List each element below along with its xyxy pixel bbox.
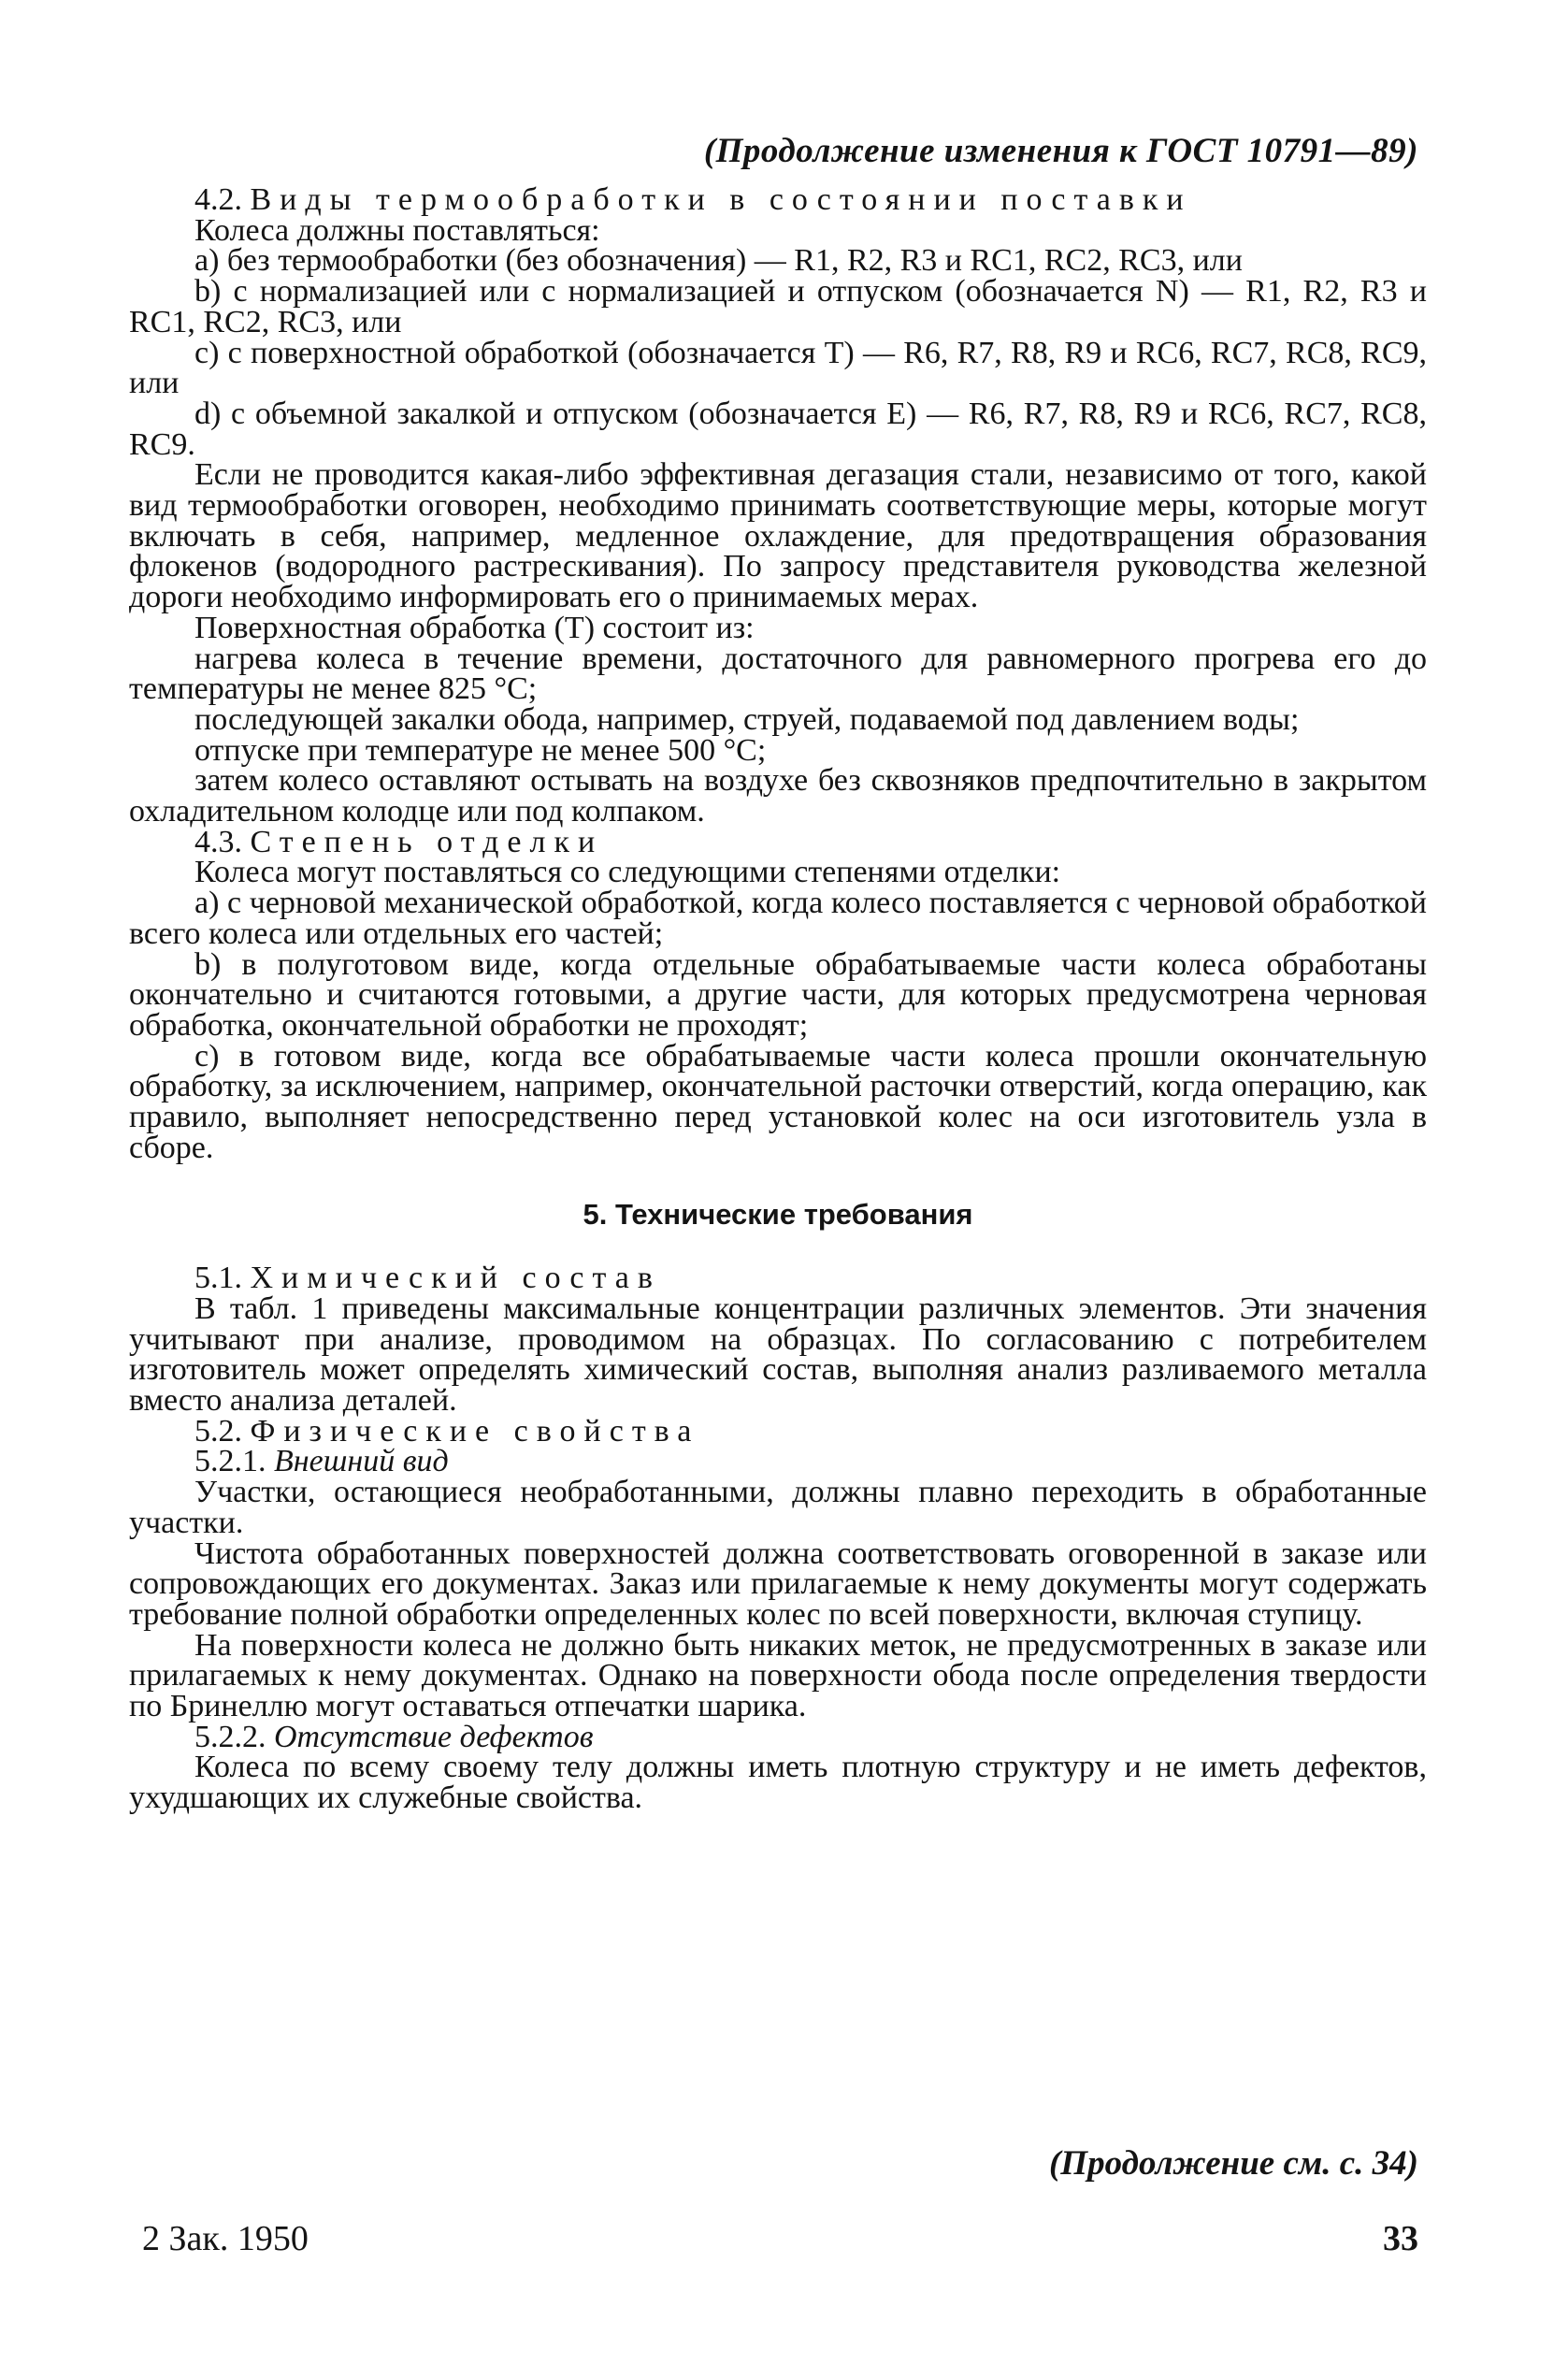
clause-title: Отсутствие дефектов [274, 1719, 594, 1754]
paragraph: Участки, остающиеся необработанными, должны плавно переходить в обработанные участки. [129, 1475, 1427, 1540]
clause-title: Внешний вид [274, 1444, 449, 1479]
paragraph: На поверхности колеса не должно быть никаких меток, не предусмотренных в заказе или прилагаемых к нему документах. Однако на поверхности обода после определения твердости по Бринеллю могут оставаться отпечатки шарика. [129, 1627, 1427, 1724]
section-title: 5. Технические требования [583, 1197, 973, 1231]
clause-title: Физические свойства [250, 1413, 700, 1449]
list-item-b: b) с нормализацией или с нормализацией и отпуском (обозначается N) — R1, R2, R3 и RC1, RC2, RC3, или [129, 274, 1427, 339]
paragraph: нагрева колеса в течение времени, достаточного для равномерного прогрева его до температуры не менее 825 °С; [129, 641, 1427, 707]
paragraph: Колеса должны поставляться: [194, 212, 600, 248]
clause-number: 5.1. [194, 1261, 242, 1296]
subsection-heading-5-2 [129, 1413, 1427, 1449]
order-number: 2 Зак. 1950 [142, 2219, 309, 2258]
paragraph: Поверхностная обработка (Т) состоит из: [194, 610, 755, 645]
clause-number: 5.2.1. [194, 1444, 266, 1479]
paragraph: затем колесо оставляют остывать на воздухе без сквозняков предпочтительно в закрытом охладительном колодце или под колпаком. [129, 763, 1427, 829]
paragraph: Колеса могут поставляться со следующими степенями отделки: [194, 855, 1061, 890]
page-number: 33 [1383, 2219, 1418, 2258]
subsection-heading-5-2-1 [129, 1444, 1427, 1479]
list-item-c: с) в готовом виде, когда все обрабатываемые части колеса прошли окончательную обработку, за исключением, например, окончательной расточки отверстий, когда операцию, как правило, выполняет непосредственно перед установкой колес на оси изготовитель узла в сборе. [129, 1038, 1427, 1165]
paragraph: последующей закалки обода, например, струей, подаваемой под давлением воды; [194, 701, 1300, 737]
body-text [129, 182, 1427, 1816]
paragraph: Колеса по всему своему телу должны иметь плотную структуру и не иметь дефектов, ухудшающих их служебные свойства. [129, 1750, 1427, 1816]
clause-number: 5.2.2. [194, 1719, 266, 1754]
clause-number: 4.3. [194, 824, 242, 859]
list-item-d: d) с объемной закалкой и отпуском (обозначается Е) — R6, R7, R8, R9 и RC6, RC7, RC8, RC9. [129, 396, 1427, 462]
clause-title: Виды термообработки в состоянии поставки [250, 182, 1192, 217]
list-item-b: b) в полуготовом виде, когда отдельные обрабатываемые части колеса обработаны окончательно и считаются готовыми, а другие части, для которых предусмотрена черновая обработка, окончательной обработки не проходят; [129, 946, 1427, 1043]
clause-number: 4.2. [194, 182, 242, 217]
subsection-heading-5-2-2 [129, 1719, 1427, 1754]
paragraph: отпуске при температуре не менее 500 °С; [194, 732, 767, 768]
paragraph: Если не проводится какая-либо эффективная дегазация стали, независимо от того, какой вид термообработки оговорен, необходимо принимать соответствующие меры, которые могут включать в себя, например, медленное охлаждение, для предотвращения образования флокенов (водородного растрескивания). По запросу представителя руководства железной дороги необходимо информировать его о принимаемых мерах. [129, 457, 1427, 615]
subsection-heading-4-2 [129, 182, 1427, 217]
list-item-c: с) с поверхностной обработкой (обозначается Т) — R6, R7, R8, R9 и RC6, RC7, RC8, RC9, или [129, 335, 1427, 401]
paragraph: Чистота обработанных поверхностей должна соответствовать оговоренной в заказе или сопровождающих его документах. Заказ или прилагаемые к нему документы могут содержать требование полной обработки определенных колес по всей поверхности, включая ступицу. [129, 1535, 1427, 1632]
list-item-a: а) с черновой механической обработкой, когда колесо поставляется с черновой обработкой всего колеса или отдельных его частей; [129, 886, 1427, 951]
list-item-a: а) без термообработки (без обозначения) — R1, R2, R3 и RC1, RC2, RC3, или [194, 243, 1243, 279]
continuation-header: (Продолжение изменения к ГОСТ 10791—89) [703, 132, 1418, 170]
clause-title: Степень отделки [250, 824, 604, 859]
paragraph: В табл. 1 приведены максимальные концентрации различных элементов. Эти значения учитывают при анализе, проводимом на образцах. По согласованию с потребителем изготовитель может определять химический состав, выполняя анализ разливаемого металла вместо анализа деталей. [129, 1290, 1427, 1419]
subsection-heading-5-1 [129, 1263, 1427, 1294]
subsection-heading-4-3 [129, 824, 1427, 859]
clause-title: Химический состав [250, 1261, 661, 1296]
continuation-footer: (Продолжение см. с. 34) [1048, 2144, 1418, 2183]
clause-number: 5.2. [194, 1413, 242, 1449]
